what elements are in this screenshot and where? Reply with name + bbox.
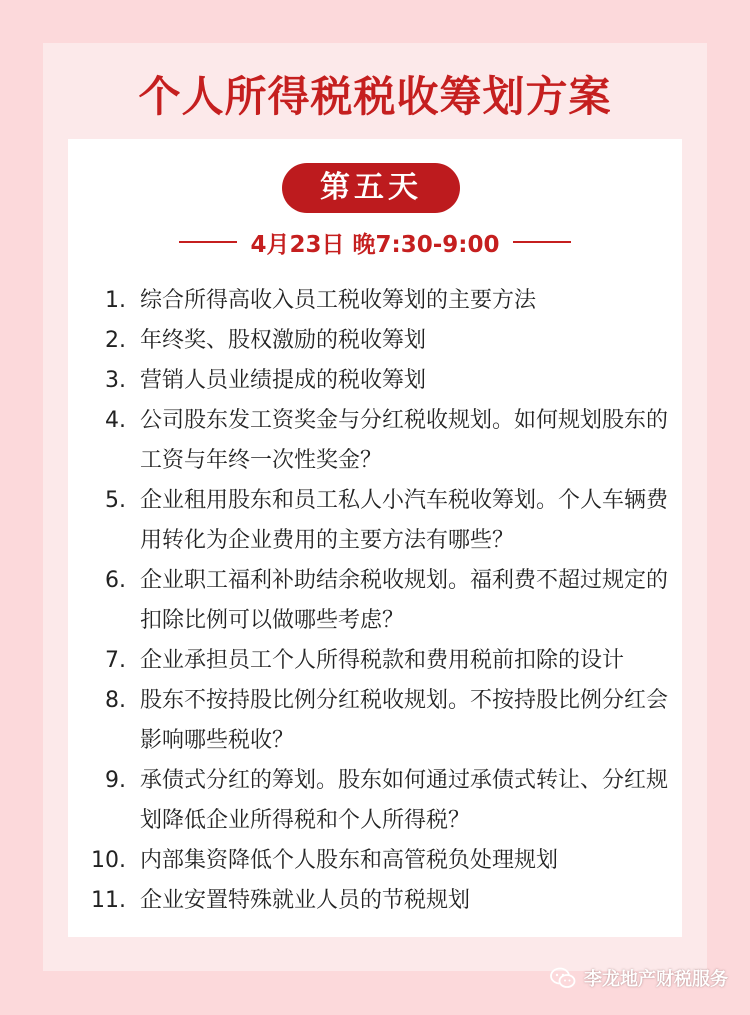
- item-text: 股东不按持股比例分红税收规划。不按持股比例分红会影响哪些税收？: [140, 688, 669, 753]
- time-text: 4月23日 晚7:30-9:00: [250, 231, 500, 258]
- item-number: 4.: [105, 408, 126, 433]
- day-badge: 第五天: [282, 163, 460, 213]
- list-item: [84, 281, 684, 321]
- item-number: 6.: [105, 568, 126, 593]
- watermark-text: 李龙地产财税服务: [584, 969, 728, 990]
- page-title: 个人所得税税收筹划方案: [138, 72, 612, 121]
- item-text: 公司股东发工资奖金与分红税收规划。如何规划股东的工资与年终一次性奖金？: [140, 408, 669, 473]
- item-number: 11.: [91, 888, 126, 913]
- list-item: [84, 881, 684, 921]
- item-text: 企业职工福利补助结余税收规划。福利费不超过规定的扣除比例可以做哪些考虑？: [140, 568, 669, 633]
- item-number: 8.: [105, 688, 126, 713]
- list-item: [84, 641, 684, 681]
- item-number: 5.: [105, 488, 126, 513]
- list-item: [84, 841, 684, 881]
- left-dash: [179, 241, 237, 243]
- item-text: 年终奖、股权激励的税收筹划: [140, 328, 427, 353]
- list-item: [84, 361, 684, 401]
- item-text: 综合所得高收入员工税收筹划的主要方法: [140, 288, 537, 313]
- item-number: 7.: [105, 648, 126, 673]
- right-dash: [513, 241, 571, 243]
- list-item: [84, 761, 684, 841]
- time-line: [0, 222, 750, 262]
- item-text: 承债式分红的筹划。股东如何通过承债式转让、分红规划降低企业所得税和个人所得税？: [140, 768, 669, 833]
- item-number: 3.: [105, 368, 126, 393]
- item-number: 9.: [105, 768, 126, 793]
- item-text: 企业承担员工个人所得税款和费用税前扣除的设计: [140, 648, 625, 673]
- wechat-icon: [550, 967, 576, 989]
- item-text: 企业安置特殊就业人员的节税规划: [140, 888, 471, 913]
- item-text: 内部集资降低个人股东和高管税负处理规划: [140, 848, 559, 873]
- item-text: 营销人员业绩提成的税收筹划: [140, 368, 427, 393]
- topic-list: [84, 281, 684, 921]
- item-number: 10.: [91, 848, 126, 873]
- list-item: [84, 321, 684, 361]
- list-item: [84, 561, 684, 641]
- item-number: 1.: [105, 288, 126, 313]
- list-item: [84, 481, 684, 561]
- item-text: 企业租用股东和员工私人小汽车税收筹划。个人车辆费用转化为企业费用的主要方法有哪些？: [140, 488, 669, 553]
- watermark: [550, 963, 728, 993]
- list-item: [84, 401, 684, 481]
- list-item: [84, 681, 684, 761]
- item-number: 2.: [105, 328, 126, 353]
